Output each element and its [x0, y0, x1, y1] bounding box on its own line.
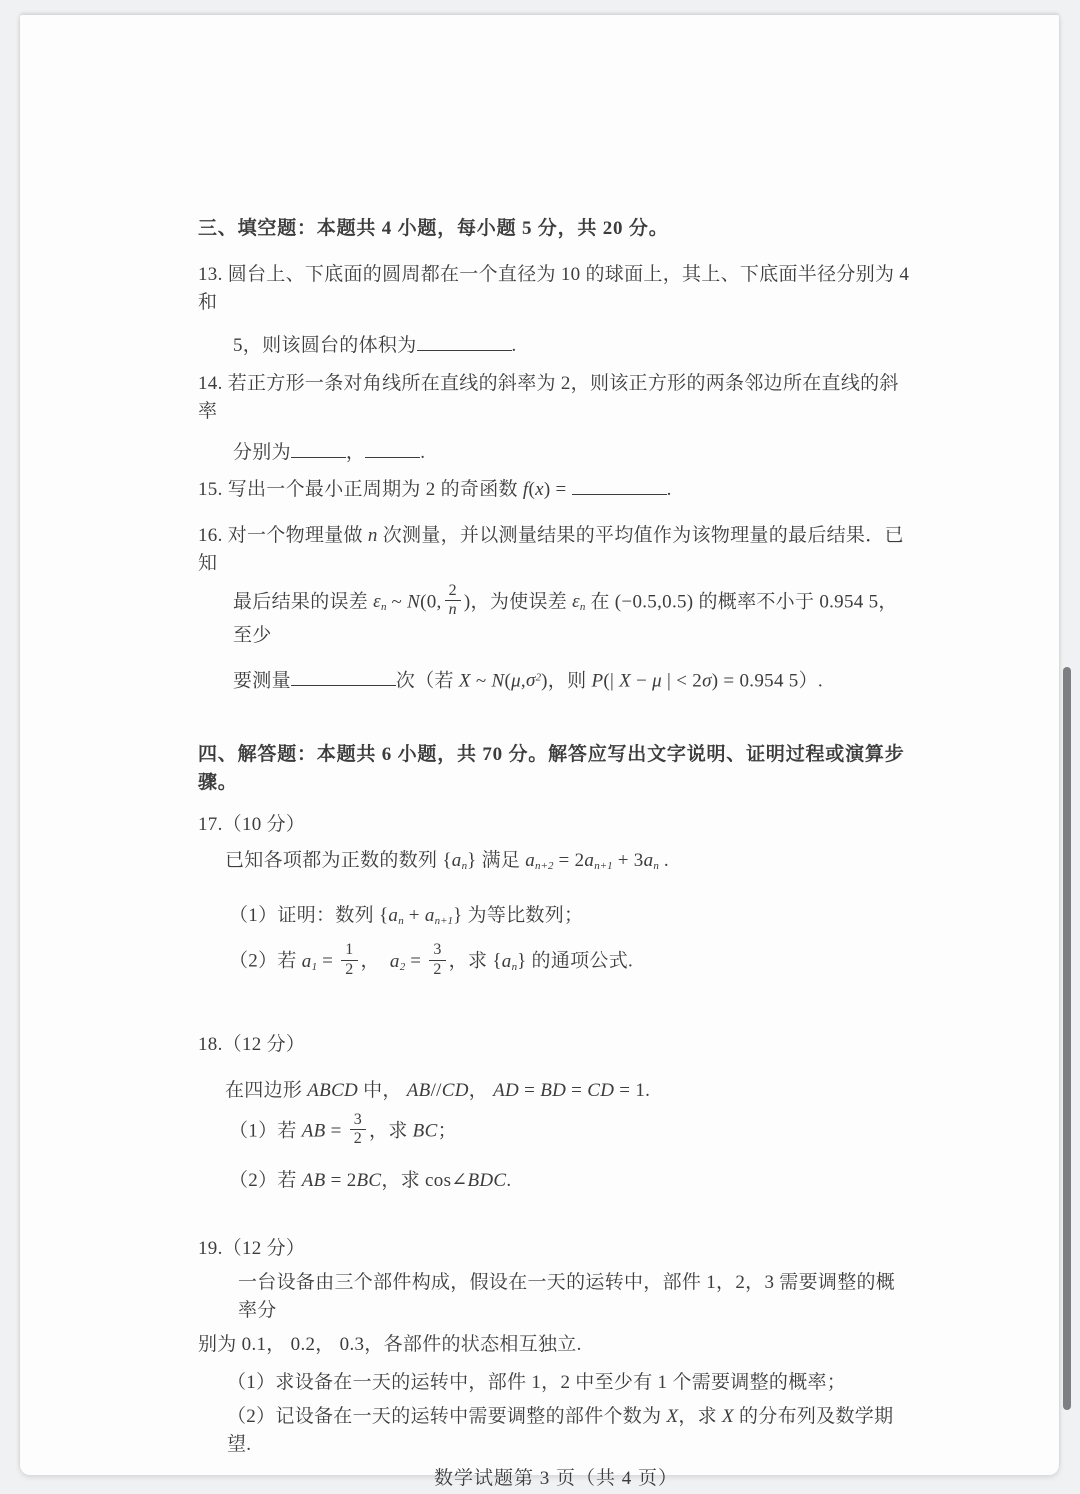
question-19-part-1: （1）求设备在一天的运转中，部件 1，2 中至少有 1 个需要调整的概率；	[227, 1371, 847, 1393]
question-17-part-1: （1）证明：数列 {an + an+1} 为等比数列；	[229, 905, 584, 928]
question-16-line-2: 最后结果的误差 εn ~ N(0, $\frac{2}{n}$ )，为使误差 εn 在 (−0.5,0.5) 的概率不小于 0.954 5，至少	[233, 581, 898, 646]
question-14-line-1: 14. 若正方形一条对角线所在直线的斜率为 2，则该正方形的两条邻边所在直线的斜率	[198, 372, 899, 422]
question-17-number: 17.（10 分）	[198, 814, 306, 836]
question-18-body: 在四边形 ABCD 中， AB//CD， AD = BD = CD = 1.	[225, 1080, 651, 1102]
question-13-line-2: 5，则该圆台的体积为 .	[233, 331, 914, 360]
section3-heading: 三、填空题：本题共 4 小题，每小题 5 分，共 20 分。	[198, 218, 669, 239]
question-19-body-line-1: 一台设备由三个部件构成，假设在一天的运转中，部件 1，2，3 需要调整的概率分	[238, 1271, 896, 1321]
page-footer: 数学试题第 3 页（共 4 页）	[433, 1467, 678, 1489]
question-14-line-2: 分别为 ， .	[233, 438, 914, 467]
question-16-line-1: 16. 对一个物理量做 n 次测量，并以测量结果的平均值作为该物理量的最后结果．已知	[198, 524, 904, 574]
question-19-body-line-2: 别为 0.1， 0.2， 0.3，各部件的状态相互独立.	[198, 1333, 582, 1355]
question-18-part-2: （2）若 AB = 2BC，求 cos∠BDC.	[229, 1169, 512, 1191]
question-17-part-2: （2）若 a1 = $\frac{1}{2}$ ， a2 = $\frac{3}{2}$ ，求 {an} 的通项公式.	[229, 941, 634, 978]
question-15-line: 15. 写出一个最小正周期为 2 的奇函数 f(x) = .	[198, 475, 914, 504]
question-13-line-1: 13. 圆台上、下底面的圆周都在一个直径为 10 的球面上，其上、下底面半径分别为 4 和	[198, 264, 915, 313]
exam-content	[198, 215, 914, 1493]
question-16-line-3: 要测量 次（若 X ~ $N(\mu,\sigma^2)$，则 P(| X − μ | < 2σ) = 0.954 5）.	[233, 664, 914, 696]
document-page	[20, 15, 1059, 1489]
question-19-number: 19.（12 分）	[198, 1237, 306, 1259]
section4-heading: 四、解答题：本题共 6 小题，共 70 分。解答应写出文字说明、证明过程或演算步骤。	[198, 744, 905, 794]
scrollbar-thumb[interactable]	[1063, 667, 1071, 1410]
question-18-part-1: （1）若 AB = $\frac{3}{2}$ ，求 BC；	[229, 1111, 457, 1148]
question-17-body: 已知各项都为正数的数列 {an} 满足 an+2 = 2an+1 + 3an .	[225, 850, 669, 873]
question-19-part-2: （2）记设备在一天的运转中需要调整的部件个数为 X，求 X 的分布列及数学期望.	[227, 1405, 894, 1455]
question-18-number: 18.（12 分）	[198, 1034, 306, 1056]
